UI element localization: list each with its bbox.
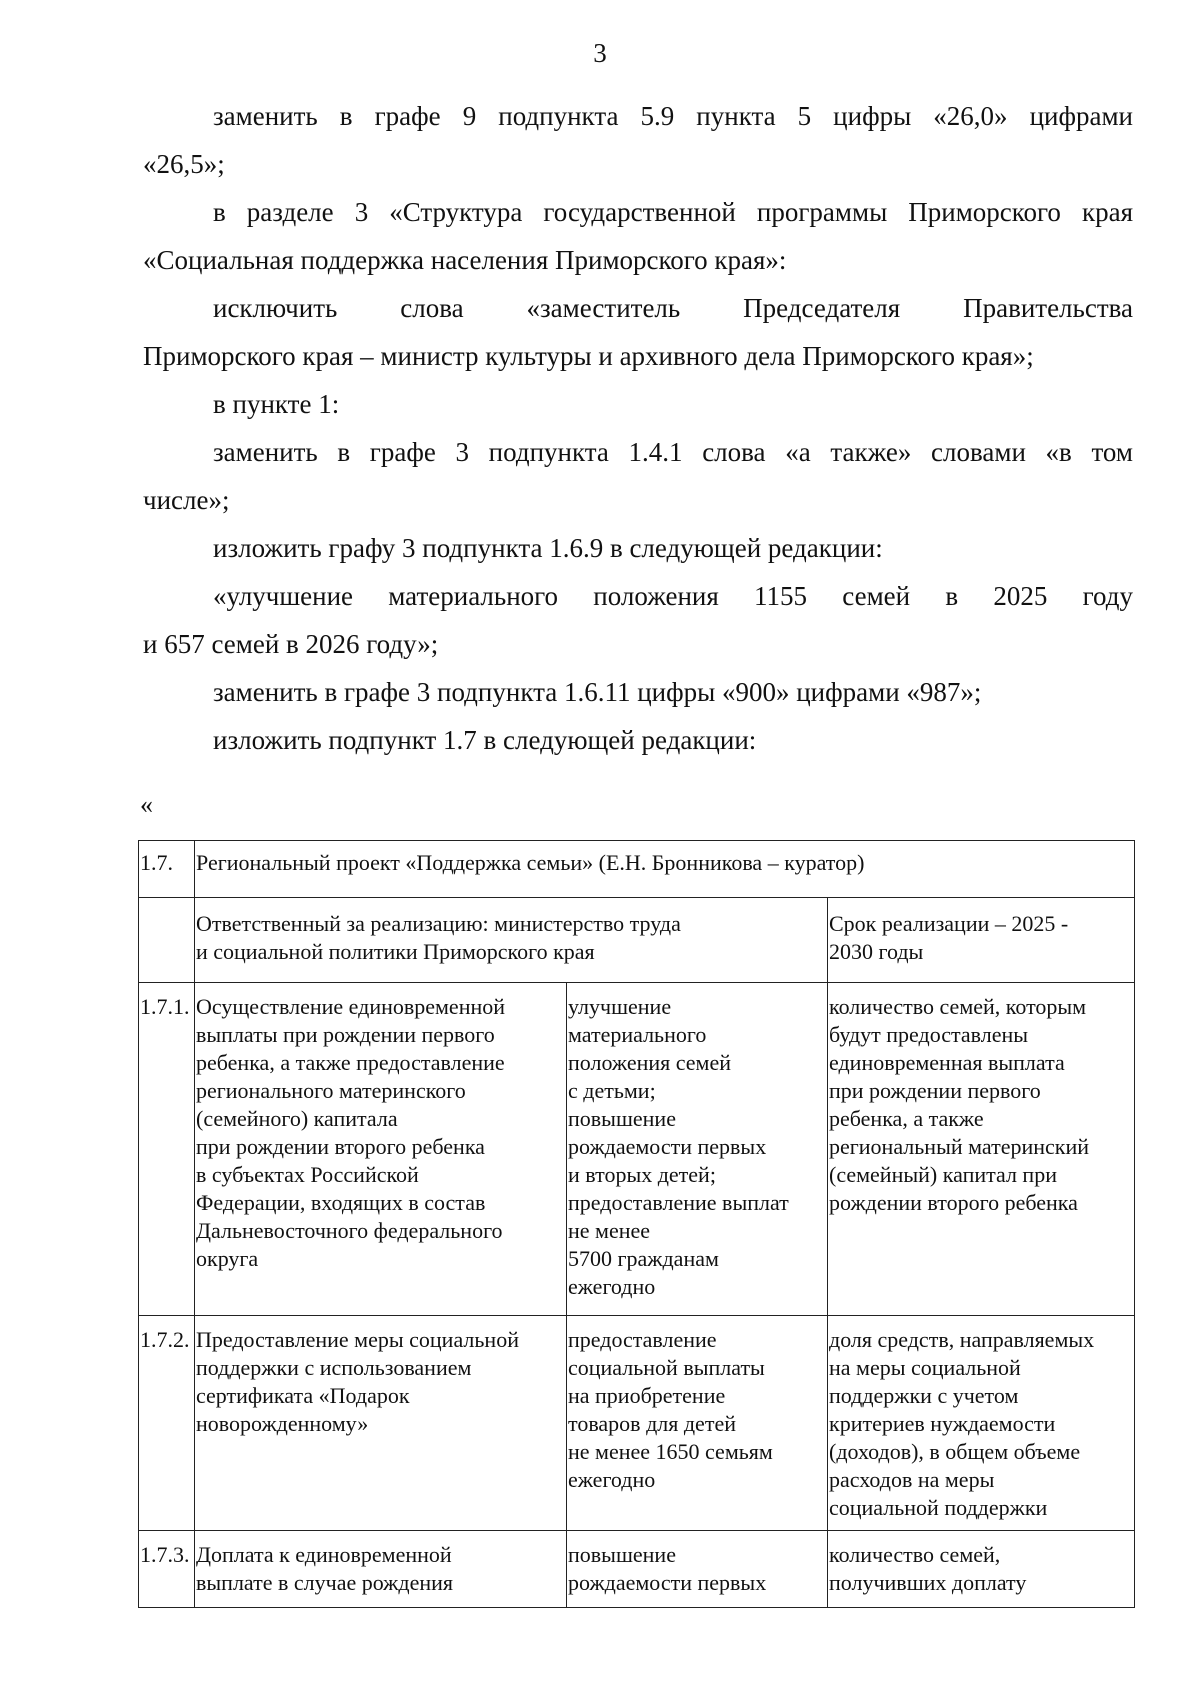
table-row	[139, 1531, 1135, 1608]
paragraph-line: и 657 семей в 2026 году»;	[143, 629, 439, 659]
cell-line: (семейный) капитал при	[829, 1162, 1057, 1187]
cell-line: социальной поддержки	[829, 1495, 1048, 1520]
paragraph-2-cont	[143, 236, 1133, 284]
paragraph-3	[143, 284, 1133, 332]
cell-line: повышение	[568, 1542, 676, 1567]
paragraph-1-cont	[143, 140, 1133, 188]
cell-line: на приобретение	[568, 1383, 726, 1408]
row-number-cell: 1.7.3.	[139, 1531, 195, 1608]
cell-line: 5700 гражданам	[568, 1246, 719, 1271]
paragraph-line: в разделе 3 «Структура государственной программы Приморского края	[213, 197, 1133, 227]
cell-line: с детьми;	[568, 1078, 656, 1103]
cell-line: единовременная выплата	[829, 1050, 1065, 1075]
task-cell	[195, 1316, 567, 1531]
paragraph-line: «улучшение материального положения 1155 семей в 2025 году	[213, 581, 1133, 611]
cell-line: положения семей	[568, 1050, 732, 1075]
paragraph-line: изложить графу 3 подпункта 1.6.9 в следующей редакции:	[213, 533, 883, 563]
cell-line: товаров для детей	[568, 1411, 736, 1436]
cell-line: рождении второго ребенка	[829, 1190, 1078, 1215]
cell-line: предоставление	[568, 1327, 717, 1352]
cell-line: количество семей,	[829, 1542, 1001, 1567]
cell-line: округа	[196, 1246, 259, 1271]
row-number-cell: 1.7.2.	[139, 1316, 195, 1531]
paragraph-line: исключить слова «заместитель Председателя Правительства	[213, 293, 1133, 323]
paragraph-6	[143, 524, 1133, 572]
paragraph-line: заменить в графе 9 подпункта 5.9 пункта 5 цифры «26,0» цифрами	[213, 101, 1133, 131]
cell-line: выплаты при рождении первого	[196, 1022, 495, 1047]
cell-line: Ответственный за реализацию: министерство труда	[196, 911, 681, 936]
paragraph-4	[143, 380, 1133, 428]
cell-line: поддержки с учетом	[829, 1383, 1019, 1408]
cell-line: рождаемости первых	[568, 1134, 767, 1159]
paragraph-7	[143, 572, 1133, 620]
cell-line: в субъектах Российской	[196, 1162, 419, 1187]
cell-line: Предоставление меры социальной	[196, 1327, 519, 1352]
cell-line: количество семей, которым	[829, 994, 1087, 1019]
cell-line: Доплата к единовременной	[196, 1542, 452, 1567]
paragraph-3-cont	[143, 332, 1133, 380]
cell-line: доля средств, направляемых	[829, 1327, 1095, 1352]
cell-line: материального	[568, 1022, 707, 1047]
paragraph-line: «26,5»;	[143, 149, 225, 179]
result-cell	[567, 1531, 828, 1608]
cell-line: новорожденному»	[196, 1411, 369, 1436]
cell-line: ежегодно	[568, 1274, 656, 1299]
open-quote-mark: «	[140, 790, 153, 819]
table-row	[139, 1316, 1135, 1531]
cell-line: (доходов), в общем объеме	[829, 1439, 1081, 1464]
cell-line: региональный материнский	[829, 1134, 1090, 1159]
cell-line: сертификата «Подарок	[196, 1383, 410, 1408]
indicator-cell	[828, 1531, 1135, 1608]
paragraph-line: заменить в графе 3 подпункта 1.6.11 цифры «900» цифрами «987»;	[213, 677, 982, 707]
paragraph-9	[143, 716, 1133, 764]
cell-line: социальной выплаты	[568, 1355, 765, 1380]
cell-line: ребенка, а также	[829, 1106, 984, 1131]
row-number-cell: 1.7.1.	[139, 983, 195, 1316]
cell-line: Федерации, входящих в состав	[196, 1190, 486, 1215]
table-row	[139, 841, 1135, 898]
term-cell	[828, 898, 1135, 983]
page-number: 3	[593, 38, 607, 68]
paragraph-line: «Социальная поддержка населения Приморского края»:	[143, 245, 787, 275]
cell-line: выплате в случае рождения	[196, 1570, 453, 1595]
cell-line: предоставление выплат	[568, 1190, 789, 1215]
cell-line: ежегодно	[568, 1467, 656, 1492]
cell-line: 2030 годы	[829, 939, 924, 964]
cell-line: регионального материнского	[196, 1078, 466, 1103]
paragraph-line: числе»;	[143, 485, 230, 515]
section-number-cell: 1.7.	[139, 841, 195, 898]
paragraph-line: заменить в графе 3 подпункта 1.4.1 слова «а также» словами «в том	[213, 437, 1133, 467]
indicator-cell	[828, 983, 1135, 1316]
paragraph-line: в пункте 1:	[213, 389, 340, 419]
cell-line: (семейного) капитала	[196, 1106, 398, 1131]
indicator-cell	[828, 1316, 1135, 1531]
paragraph-line: Приморского края – министр культуры и архивного дела Приморского края»;	[143, 341, 1034, 371]
paragraph-7-cont	[143, 620, 1133, 668]
cell-line: расходов на меры	[829, 1467, 995, 1492]
cell-line: и социальной политики Приморского края	[196, 939, 595, 964]
cell-line: поддержки с использованием	[196, 1355, 472, 1380]
table-row	[139, 898, 1135, 983]
paragraph-1	[143, 92, 1133, 140]
cell-line: и вторых детей;	[568, 1162, 716, 1187]
cell-line: на меры социальной	[829, 1355, 1021, 1380]
cell-line: при рождении первого	[829, 1078, 1041, 1103]
cell-line: повышение	[568, 1106, 676, 1131]
cell-line: при рождении второго ребенка	[196, 1134, 485, 1159]
task-cell	[195, 1531, 567, 1608]
empty-cell	[139, 898, 195, 983]
program-structure-table	[138, 840, 1135, 1608]
table-row	[139, 983, 1135, 1316]
result-cell	[567, 983, 828, 1316]
responsible-cell	[195, 898, 828, 983]
cell-line: не менее 1650 семьям	[568, 1439, 773, 1464]
section-title-cell: Региональный проект «Поддержка семьи» (Е.Н. Бронникова – куратор)	[195, 841, 1135, 898]
cell-line: будут предоставлены	[829, 1022, 1029, 1047]
cell-line: Осуществление единовременной	[196, 994, 506, 1019]
task-cell	[195, 983, 567, 1316]
document-body	[143, 92, 1133, 764]
paragraph-5-cont	[143, 476, 1133, 524]
result-cell	[567, 1316, 828, 1531]
paragraph-5	[143, 428, 1133, 476]
cell-line: Дальневосточного федерального	[196, 1218, 503, 1243]
paragraph-2	[143, 188, 1133, 236]
cell-line: критериев нуждаемости	[829, 1411, 1056, 1436]
cell-line: ребенка, а также предоставление	[196, 1050, 505, 1075]
cell-line: не менее	[568, 1218, 651, 1243]
cell-line: улучшение	[568, 994, 672, 1019]
cell-line: рождаемости первых	[568, 1570, 767, 1595]
paragraph-line: изложить подпункт 1.7 в следующей редакции:	[213, 725, 757, 755]
cell-line: Срок реализации – 2025 -	[829, 911, 1069, 936]
paragraph-8	[143, 668, 1133, 716]
cell-line: получивших доплату	[829, 1570, 1027, 1595]
